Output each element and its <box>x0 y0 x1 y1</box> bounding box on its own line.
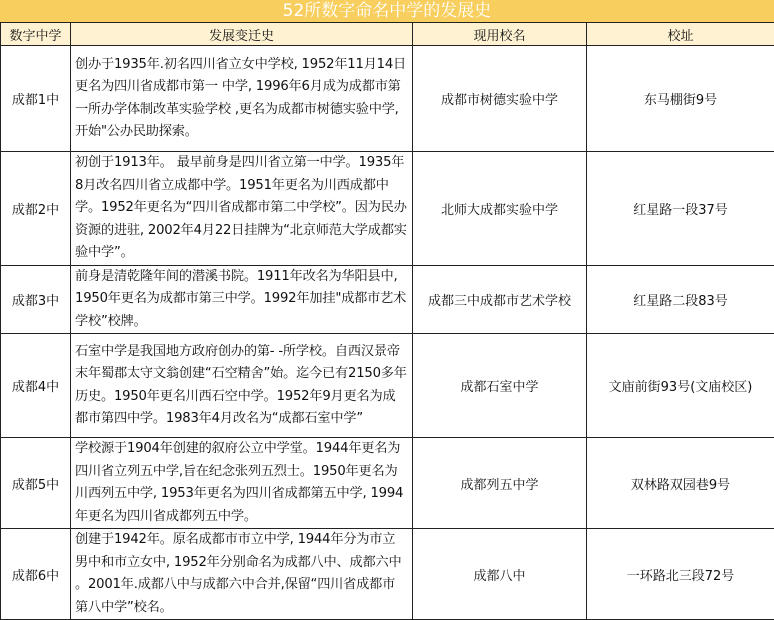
current-name-cell: 成都八中 <box>413 529 587 620</box>
school-cell: 成都4中 <box>1 334 71 438</box>
history-cell: 初创于1913年。 最早前身是四川省立第一中学。1935年8月改名四川省立成都中学。1951年更名为川西成都中学。1952年更名为“四川省成都市第二中学校”。因为民办资源的进驻, 2002年4月22日挂牌为“北京师范大学成都实验中学”。 <box>71 152 413 266</box>
school-cell: 成都6中 <box>1 529 71 620</box>
schools-table <box>0 22 774 620</box>
current-name-cell: 成都市树德实验中学 <box>413 46 587 152</box>
header-address: 校址 <box>587 23 774 46</box>
header-history: 发展变迁史 <box>71 23 413 46</box>
current-name-cell: 成都列五中学 <box>413 438 587 529</box>
current-name-cell: 成都石室中学 <box>413 334 587 438</box>
header-current-name: 现用校名 <box>413 23 587 46</box>
header-school: 数字中学 <box>1 23 71 46</box>
header-row <box>1 23 774 46</box>
address-cell: 双林路双园巷9号 <box>587 438 774 529</box>
page-title: 52所数字命名中学的发展史 <box>0 0 774 22</box>
address-cell: 文庙前街93号(文庙校区) <box>587 334 774 438</box>
address-cell: 东马棚街9号 <box>587 46 774 152</box>
history-cell: 前身是清乾隆年间的潜溪书院。1911年改名为华阳县中, 1950年更名为成都市第三中学。1992年加挂"成都市艺术学校”校牌。 <box>71 265 413 334</box>
address-cell: 红星路一段37号 <box>587 152 774 266</box>
school-cell: 成都5中 <box>1 438 71 529</box>
address-cell: 红星路二段83号 <box>587 265 774 334</box>
history-cell: 石室中学是我国地方政府创办的第- -所学校。自西汉景帝末年蜀郡太守文翁创建“石空精舍”始。迄今已有2150多年历史。1950年更名川西石空中学。1952年9月更名为成都市第四中学。1983年4月改名为“成都石室中学” <box>71 334 413 438</box>
school-cell: 成都3中 <box>1 265 71 334</box>
table-row <box>1 46 774 152</box>
table-row <box>1 529 774 620</box>
table-row <box>1 438 774 529</box>
current-name-cell: 成都三中成都市艺术学校 <box>413 265 587 334</box>
table-row <box>1 265 774 334</box>
table-row <box>1 152 774 266</box>
history-cell: 学校源于1904年创建的叙府公立中学堂。1944年更名为四川省立列五中学,旨在纪念张列五烈士。1950年更名为川西列五中学, 1953年更名为四川省成都第五中学, 1994年更名为四川省成都列五中学。 <box>71 438 413 529</box>
address-cell: 一环路北三段72号 <box>587 529 774 620</box>
school-cell: 成都1中 <box>1 46 71 152</box>
table-row <box>1 334 774 438</box>
current-name-cell: 北师大成都实验中学 <box>413 152 587 266</box>
history-cell: 创建于1942年。原名成都市市立中学, 1944年分为市立男中和市立女中, 1952年分别命名为成都八中、成都六中 。2001年.成都八中与成都六中合并,保留“四川省成都市第八中学”校名。 <box>71 529 413 620</box>
school-cell: 成都2中 <box>1 152 71 266</box>
history-cell: 创办于1935年.初名四川省立女中学校, 1952年11月14日更名为四川省成都市第一 中学, 1996年6月成为成都市第一所办学体制改革实验学校 ,更名为成都市树德实验中学,开始"公办民助探索。 <box>71 46 413 152</box>
